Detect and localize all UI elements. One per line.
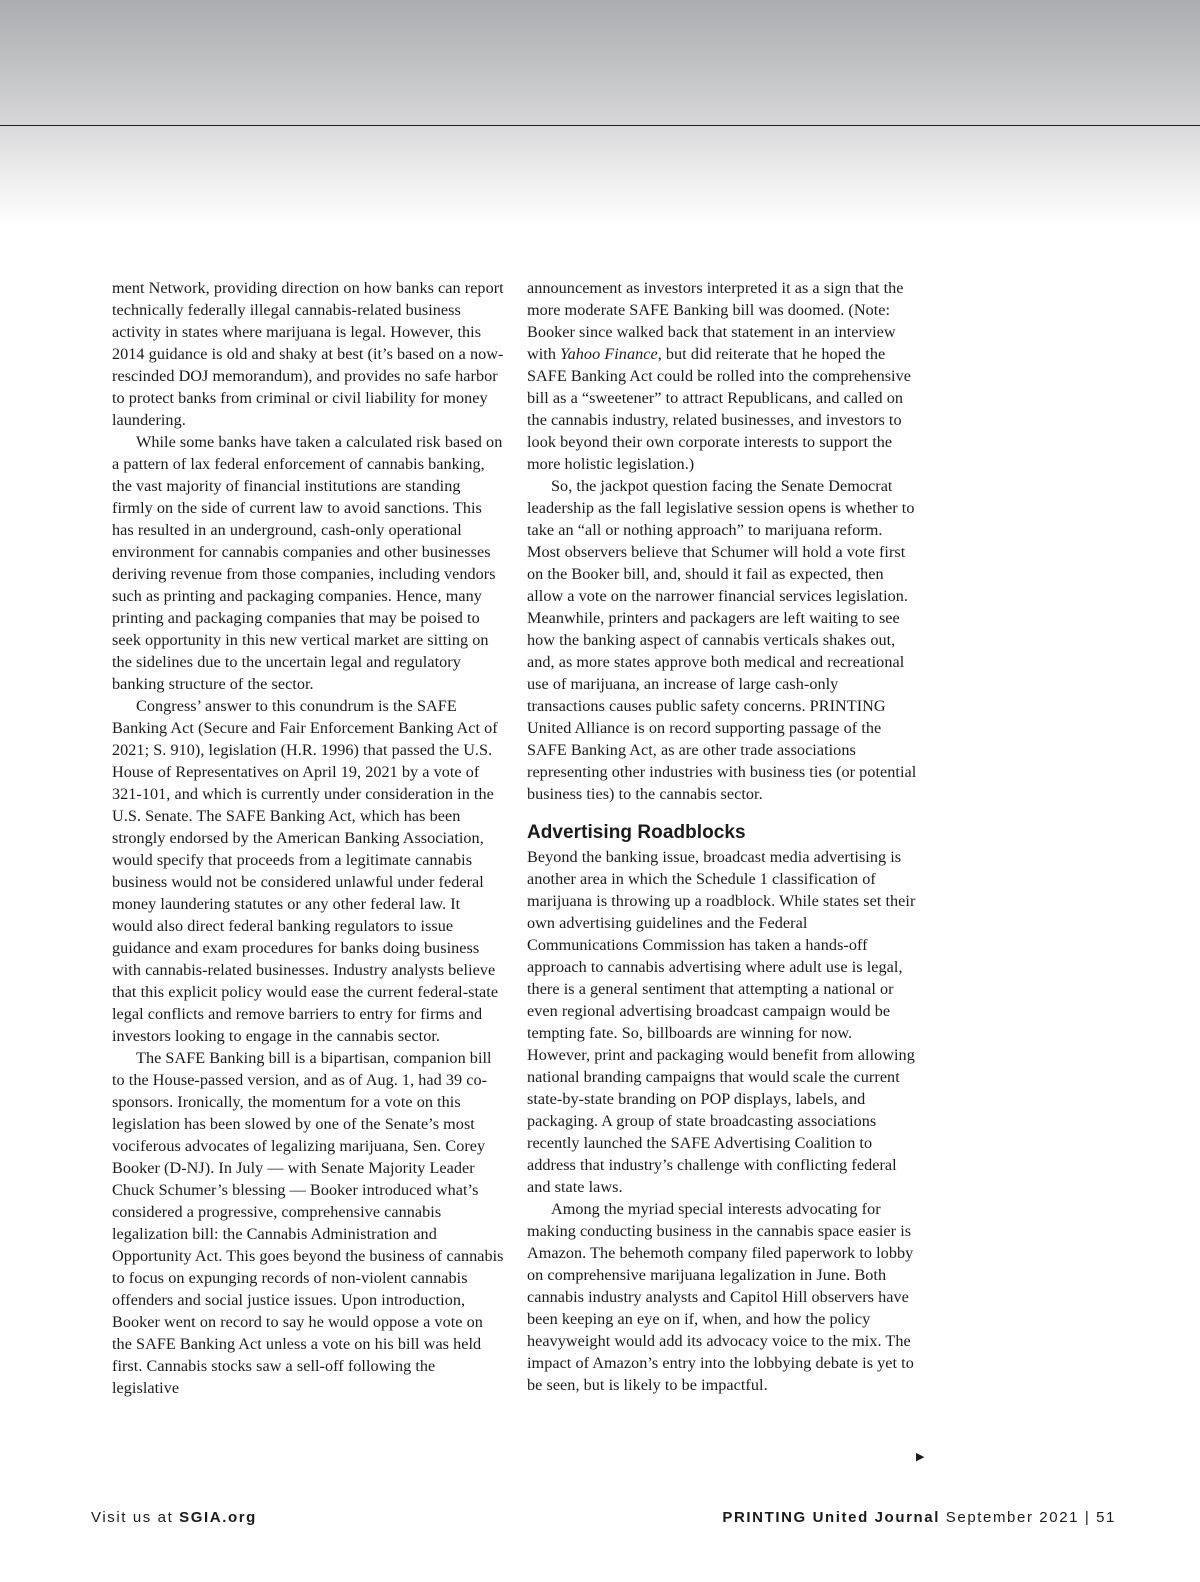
- footer-visit-label: Visit us at: [91, 1509, 180, 1526]
- paragraph-text: announcement as investors interpreted it as a sign that the more moderate SAFE Banking bill was doomed. (Note: Booker since walked back that statement in an interview with: [527, 279, 904, 363]
- article-paragraph: So, the jackpot question facing the Senate Democrat leadership as the fall legislative session opens is whether to take an “all or nothing approach” to marijuana reform. Most observers believe that Schumer will hold a vote first on the Booker bill, and, should it fail as expected, then allow a vote on the narrower financial services legislation. Meanwhile, printers and packagers are left waiting to see how the banking aspect of cannabis verticals shakes out, and, as more states approve both medical and recreational use of marijuana, an increase of large cash-only transactions causes public safety concerns. PRINTING United Alliance is on record supporting passage of the SAFE Banking Act, as are other trade associations representing other industries with business ties (or potential business ties) to the cannabis sector.: [527, 477, 917, 803]
- article-paragraph: While some banks have taken a calculated risk based on a pattern of lax federal enforcement of cannabis banking, the vast majority of financial institutions are standing firmly on the side of current law to avoid sanctions. This has resulted in an underground, cash-only operational environment for cannabis companies and other businesses deriving revenue from those companies, including vendors such as printing and packaging companies. Hence, many printing and packaging companies that may be poised to seek opportunity in this new vertical market are sitting on the sidelines due to the uncertain legal and regulatory banking structure of the sector.: [112, 433, 503, 693]
- footer-site-link[interactable]: SGIA.org: [179, 1509, 257, 1526]
- section-heading: Advertising Roadblocks: [527, 822, 746, 843]
- publication-title: Yahoo Finance: [560, 345, 658, 363]
- article-column-right: [527, 277, 919, 1396]
- article-paragraph: Among the myriad special interests advocating for making conducting business in the cannabis space easier is Amazon. The behemoth company filed paperwork to lobby on comprehensive marijuana legalization in June. Both cannabis industry analysts and Capitol Hill observers have been keeping an eye on if, when, and how the policy heavyweight would add its advocacy voice to the mix. The impact of Amazon’s entry into the lobbying debate is yet to be seen, but is likely to be impactful.: [527, 1200, 914, 1394]
- header-banner: [0, 0, 1200, 126]
- article-column-left: [112, 277, 504, 1399]
- article-paragraph: [527, 277, 919, 475]
- footer-journal-name: PRINTING United Journal: [722, 1509, 940, 1526]
- header-banner-fade: [0, 126, 1200, 226]
- continue-arrow-icon: ▶: [916, 1450, 925, 1463]
- article-paragraph: Beyond the banking issue, broadcast media advertising is another area in which the Schedule 1 classification of marijuana is throwing up a roadblock. While states set their own advertising guidelines and the Federal Communications Commission has taken a hands-off approach to cannabis advertising where adult use is legal, there is a general sentiment that attempting a national or even regional advertising broadcast campaign would be tempting fate. So, billboards are winning for now. However, print and packaging would benefit from allowing national branding campaigns that would scale the current state-by-state branding on POP displays, labels, and packaging. A group of state broadcasting associations recently launched the SAFE Advertising Coalition to address that industry’s challenge with conflicting federal and state laws.: [527, 848, 916, 1196]
- footer-website: [91, 1506, 257, 1530]
- footer-publication: [722, 1506, 1116, 1530]
- footer-issue-page: September 2021 | 51: [940, 1509, 1116, 1526]
- article-paragraph: ment Network, providing direction on how banks can report technically federally illegal cannabis-related business activity in states where marijuana is legal. However, this 2014 guidance is old and shaky at best (it’s based on a now-rescinded DOJ memorandum), and provides no safe harbor to protect banks from criminal or civil liability for money laundering.: [112, 279, 504, 429]
- paragraph-text: , but did reiterate that he hoped the SAFE Banking Act could be rolled into the comprehensive bill as a “sweetener” to attract Republicans, and called on the cannabis industry, related businesses, and investors to look beyond their own corporate interests to support the more holistic legislation.): [527, 345, 911, 473]
- article-paragraph: Congress’ answer to this conundrum is the SAFE Banking Act (Secure and Fair Enforcement Banking Act of 2021; S. 910), legislation (H.R. 1996) that passed the U.S. House of Representatives on April 19, 2021 by a vote of 321-101, and which is currently under consideration in the U.S. Senate. The SAFE Banking Act, which has been strongly endorsed by the American Banking Association, would specify that proceeds from a legitimate cannabis business would not be considered unlawful under federal money laundering statutes or any other federal law. It would also direct federal banking regulators to issue guidance and exam procedures for banks doing business with cannabis-related businesses. Industry analysts believe that this explicit policy would ease the current federal-state legal conflicts and remove barriers to entry for firms and investors looking to engage in the cannabis sector.: [112, 697, 499, 1045]
- article-paragraph: The SAFE Banking bill is a bipartisan, companion bill to the House-passed version, and as of Aug. 1, had 39 co-sponsors. Ironically, the momentum for a vote on this legislation has been slowed by one of the Senate’s most vociferous advocates of legalizing marijuana, Sen. Corey Booker (D-NJ). In July — with Senate Majority Leader Chuck Schumer’s blessing — Booker introduced what’s considered a progressive, comprehensive cannabis legalization bill: the Cannabis Administration and Opportunity Act. This goes beyond the business of cannabis to focus on expunging records of non-violent cannabis offenders and social justice issues. Upon introduction, Booker went on record to say he would oppose a vote on the SAFE Banking Act unless a vote on his bill was held first. Cannabis stocks saw a sell-off following the legislative: [112, 1049, 504, 1397]
